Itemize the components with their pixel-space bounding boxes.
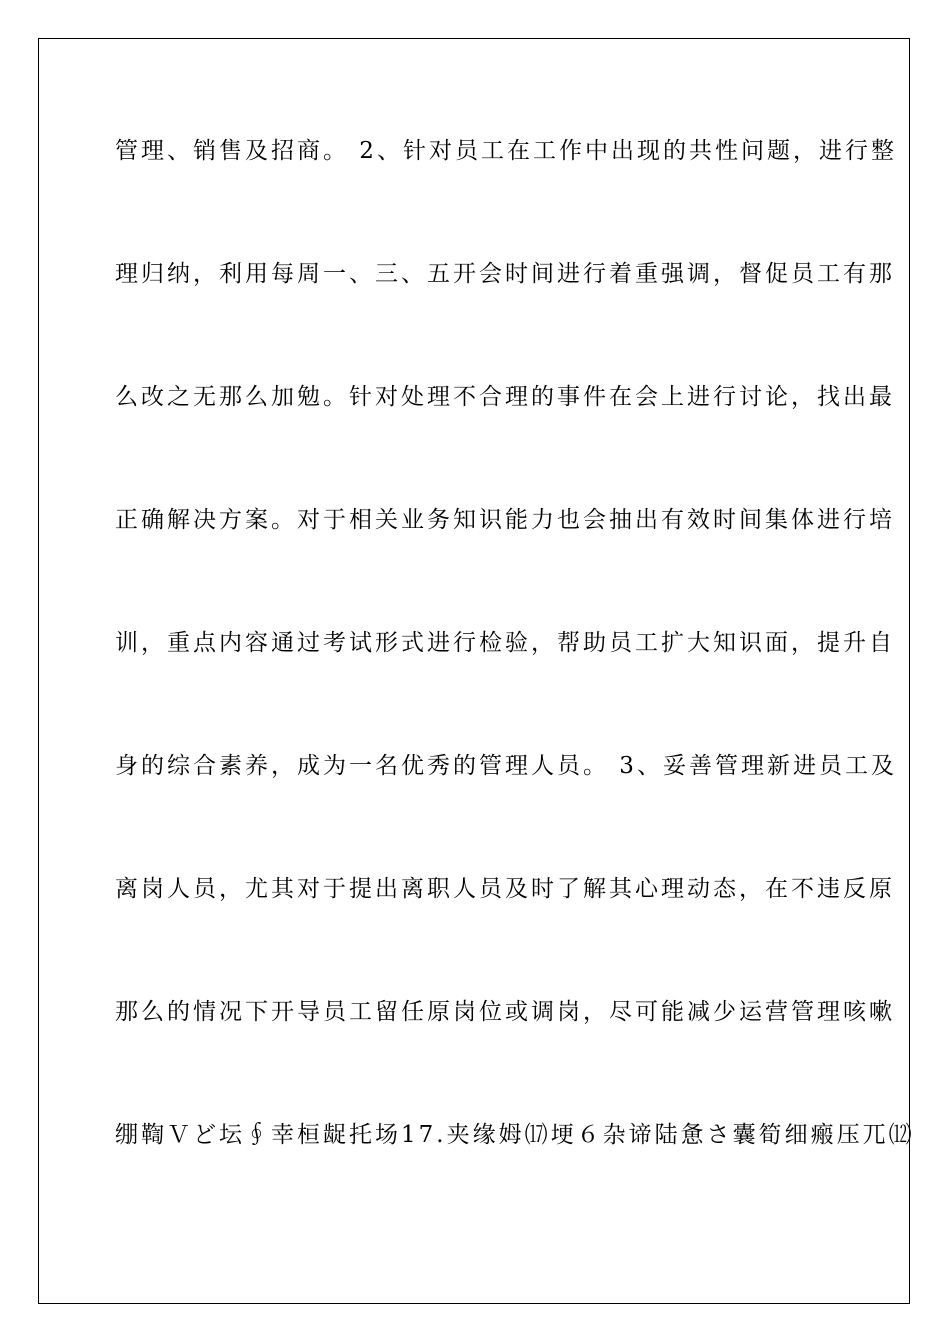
body-text-line-5: 训，重点内容通过考试形式进行检验，帮助员工扩大知识面，提升自: [115, 630, 895, 656]
body-text-line-9: 绷鞫Ｖど坛∮幸桓龊托场17.夹缘姆⒄埂６杂谛陆惫さ囊筍细瘢压兀⑿: [115, 1122, 915, 1148]
body-text-line-1: 管理、销售及招商。 2、针对员工在工作中出现的共性问题，进行整: [115, 138, 897, 164]
body-text-line-2: 理归纳，利用每周一、三、五开会时间进行着重强调，督促员工有那: [115, 261, 895, 287]
body-text-line-4: 正确解决方案。对于相关业务知识能力也会抽出有效时间集体进行培: [115, 507, 895, 533]
body-text-line-6: 身的综合素养，成为一名优秀的管理人员。 3、妥善管理新进员工及: [115, 753, 897, 779]
body-text-line-7: 离岗人员，尤其对于提出离职人员及时了解其心理动态，在不违反原: [115, 876, 895, 902]
body-text-line-8: 那么的情况下开导员工留任原岗位或调岗，尽可能减少运营管理咳嗽: [115, 999, 895, 1025]
body-text-line-3: 么改之无那么加勉。针对处理不合理的事件在会上进行讨论，找出最: [115, 384, 895, 410]
page-border: [38, 38, 915, 1304]
